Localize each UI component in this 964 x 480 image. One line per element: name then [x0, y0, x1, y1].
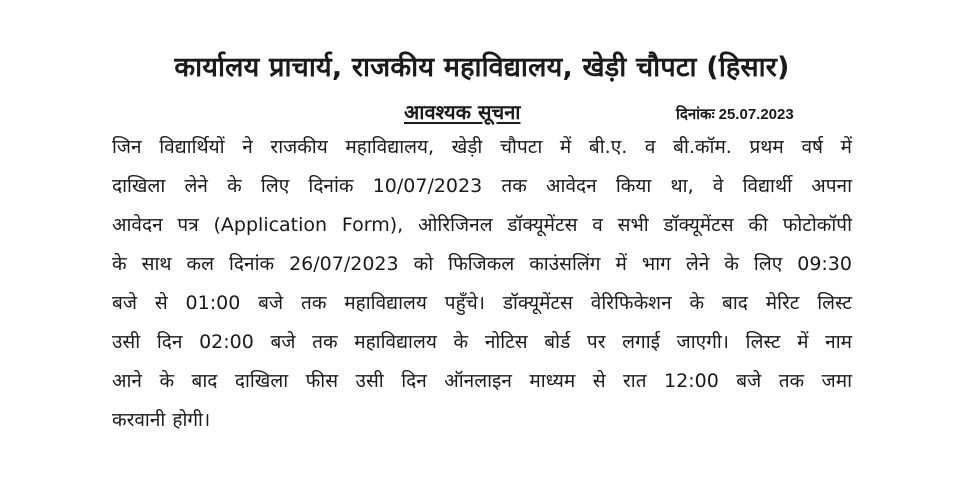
body-line: उसी दिन 02:00 बजे तक महाविद्यालय के नोटिस बोर्ड पर लगाई जाएगी। लिस्ट में नाम	[112, 331, 852, 353]
date-value: 25.07.2023	[718, 106, 794, 123]
body-line: बजे से 01:00 बजे तक महाविद्यालय पहुँचे। डॉक्यूमेंटस वेरिफिकेशन के बाद मेरिट लिस्ट	[112, 292, 852, 314]
notice-date	[676, 102, 794, 127]
notice-subheading: आवश्यक सूचना	[404, 100, 521, 124]
body-line: आवेदन पत्र (Application Form), ओरिजिनल डॉक्यूमेंटस व सभी डॉक्यूमेंटस की फोटोकॉपी	[112, 214, 852, 236]
notice-body	[112, 128, 852, 440]
date-label: दिनांकः	[676, 105, 715, 123]
office-title: कार्यालय प्राचार्य, राजकीय महाविद्यालय, खेड़ी चौपटा (हिसार)	[174, 52, 790, 83]
subheading-row	[0, 98, 964, 128]
body-line: करवानी होगी।	[112, 409, 211, 431]
body-line: जिन विद्यार्थियों ने राजकीय महाविद्यालय, खेड़ी चौपटा में बी.ए. व बी.कॉम. प्रथम वर्ष में	[112, 136, 852, 158]
body-line: दाखिला लेने के लिए दिनांक 10/07/2023 तक आवेदन किया था, वे विद्यार्थी अपना	[112, 175, 852, 197]
body-line: आने के बाद दाखिला फीस उसी दिन ऑनलाइन माध्यम से रात 12:00 बजे तक जमा	[112, 370, 852, 392]
body-line: के साथ कल दिनांक 26/07/2023 को फिजिकल काउंसलिंग में भाग लेने के लिए 09:30	[112, 253, 852, 275]
